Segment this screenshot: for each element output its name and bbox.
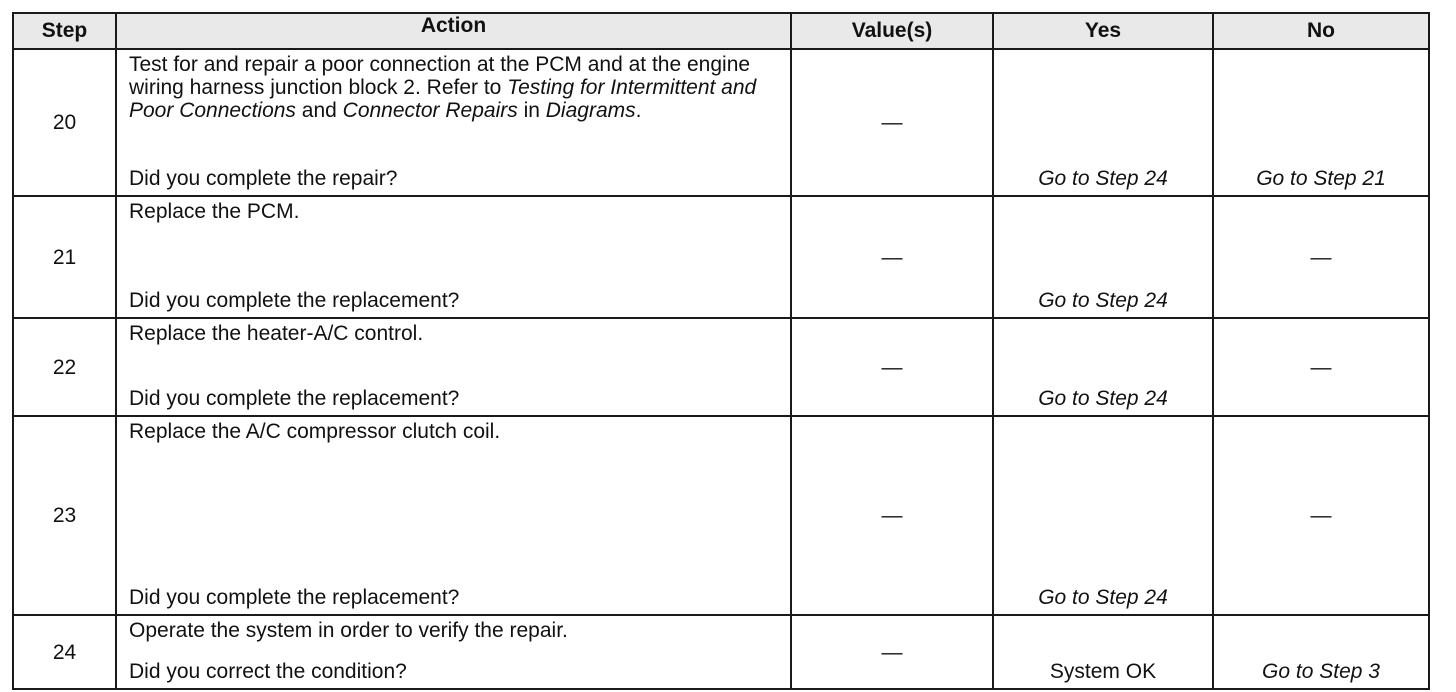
action-instruction: Replace the PCM. [129, 200, 300, 223]
action-instruction: Operate the system in order to verify the repair. [129, 619, 568, 642]
step-number: 23 [13, 416, 116, 615]
no-value: — [1213, 416, 1429, 615]
reference-link-testing[interactable]: Testing for Intermittent and Poor Connections [129, 76, 757, 122]
action-question: Did you complete the replacement? [129, 586, 460, 609]
action-cell [116, 49, 791, 196]
no-goto-link[interactable]: Go to Step 21 [1213, 49, 1429, 196]
action-instruction: Replace the A/C compressor clutch coil. [129, 420, 501, 443]
value-cell: — [791, 416, 993, 615]
header-no: No [1213, 13, 1429, 49]
diagnostic-table [12, 12, 1430, 690]
table-row-step-22 [13, 318, 1429, 416]
yes-goto-link[interactable]: Go to Step 24 [993, 416, 1213, 615]
action-question: Did you complete the replacement? [129, 387, 460, 410]
yes-goto-link[interactable]: Go to Step 24 [993, 196, 1213, 318]
step-number: 22 [13, 318, 116, 416]
step-number: 20 [13, 49, 116, 196]
table-row-step-21 [13, 196, 1429, 318]
step-number: 21 [13, 196, 116, 318]
action-instruction [129, 53, 778, 122]
reference-link-diagrams[interactable]: Diagrams [545, 99, 636, 122]
action-cell [116, 196, 791, 318]
action-text: Test for and repair a poor connection at the PCM and at the engine wiring harness junction block 2. Refer to [129, 53, 751, 99]
header-step: Step [13, 13, 116, 49]
table-header-row [13, 13, 1429, 49]
action-cell [116, 615, 791, 689]
yes-goto-link[interactable]: Go to Step 24 [993, 49, 1213, 196]
table-row-step-23 [13, 416, 1429, 615]
action-text: in [517, 99, 546, 122]
action-text: . [635, 99, 642, 122]
no-value: — [1213, 196, 1429, 318]
action-cell [116, 416, 791, 615]
value-cell: — [791, 196, 993, 318]
yes-result: System OK [993, 615, 1213, 689]
action-cell [116, 318, 791, 416]
action-instruction: Replace the heater-A/C control. [129, 322, 424, 345]
value-cell: — [791, 615, 993, 689]
table-row-step-20 [13, 49, 1429, 196]
no-goto-link[interactable]: Go to Step 3 [1213, 615, 1429, 689]
header-values: Value(s) [791, 13, 993, 49]
table-row-step-24 [13, 615, 1429, 689]
step-number: 24 [13, 615, 116, 689]
value-cell: — [791, 49, 993, 196]
yes-goto-link[interactable]: Go to Step 24 [993, 318, 1213, 416]
action-question: Did you complete the replacement? [129, 289, 460, 312]
value-cell: — [791, 318, 993, 416]
action-question: Did you complete the repair? [129, 167, 398, 190]
no-value: — [1213, 318, 1429, 416]
header-action: Action [116, 13, 791, 49]
action-text: and [295, 99, 343, 122]
header-yes: Yes [993, 13, 1213, 49]
action-question: Did you correct the condition? [129, 660, 407, 683]
reference-link-connector-repairs[interactable]: Connector Repairs [342, 99, 518, 122]
